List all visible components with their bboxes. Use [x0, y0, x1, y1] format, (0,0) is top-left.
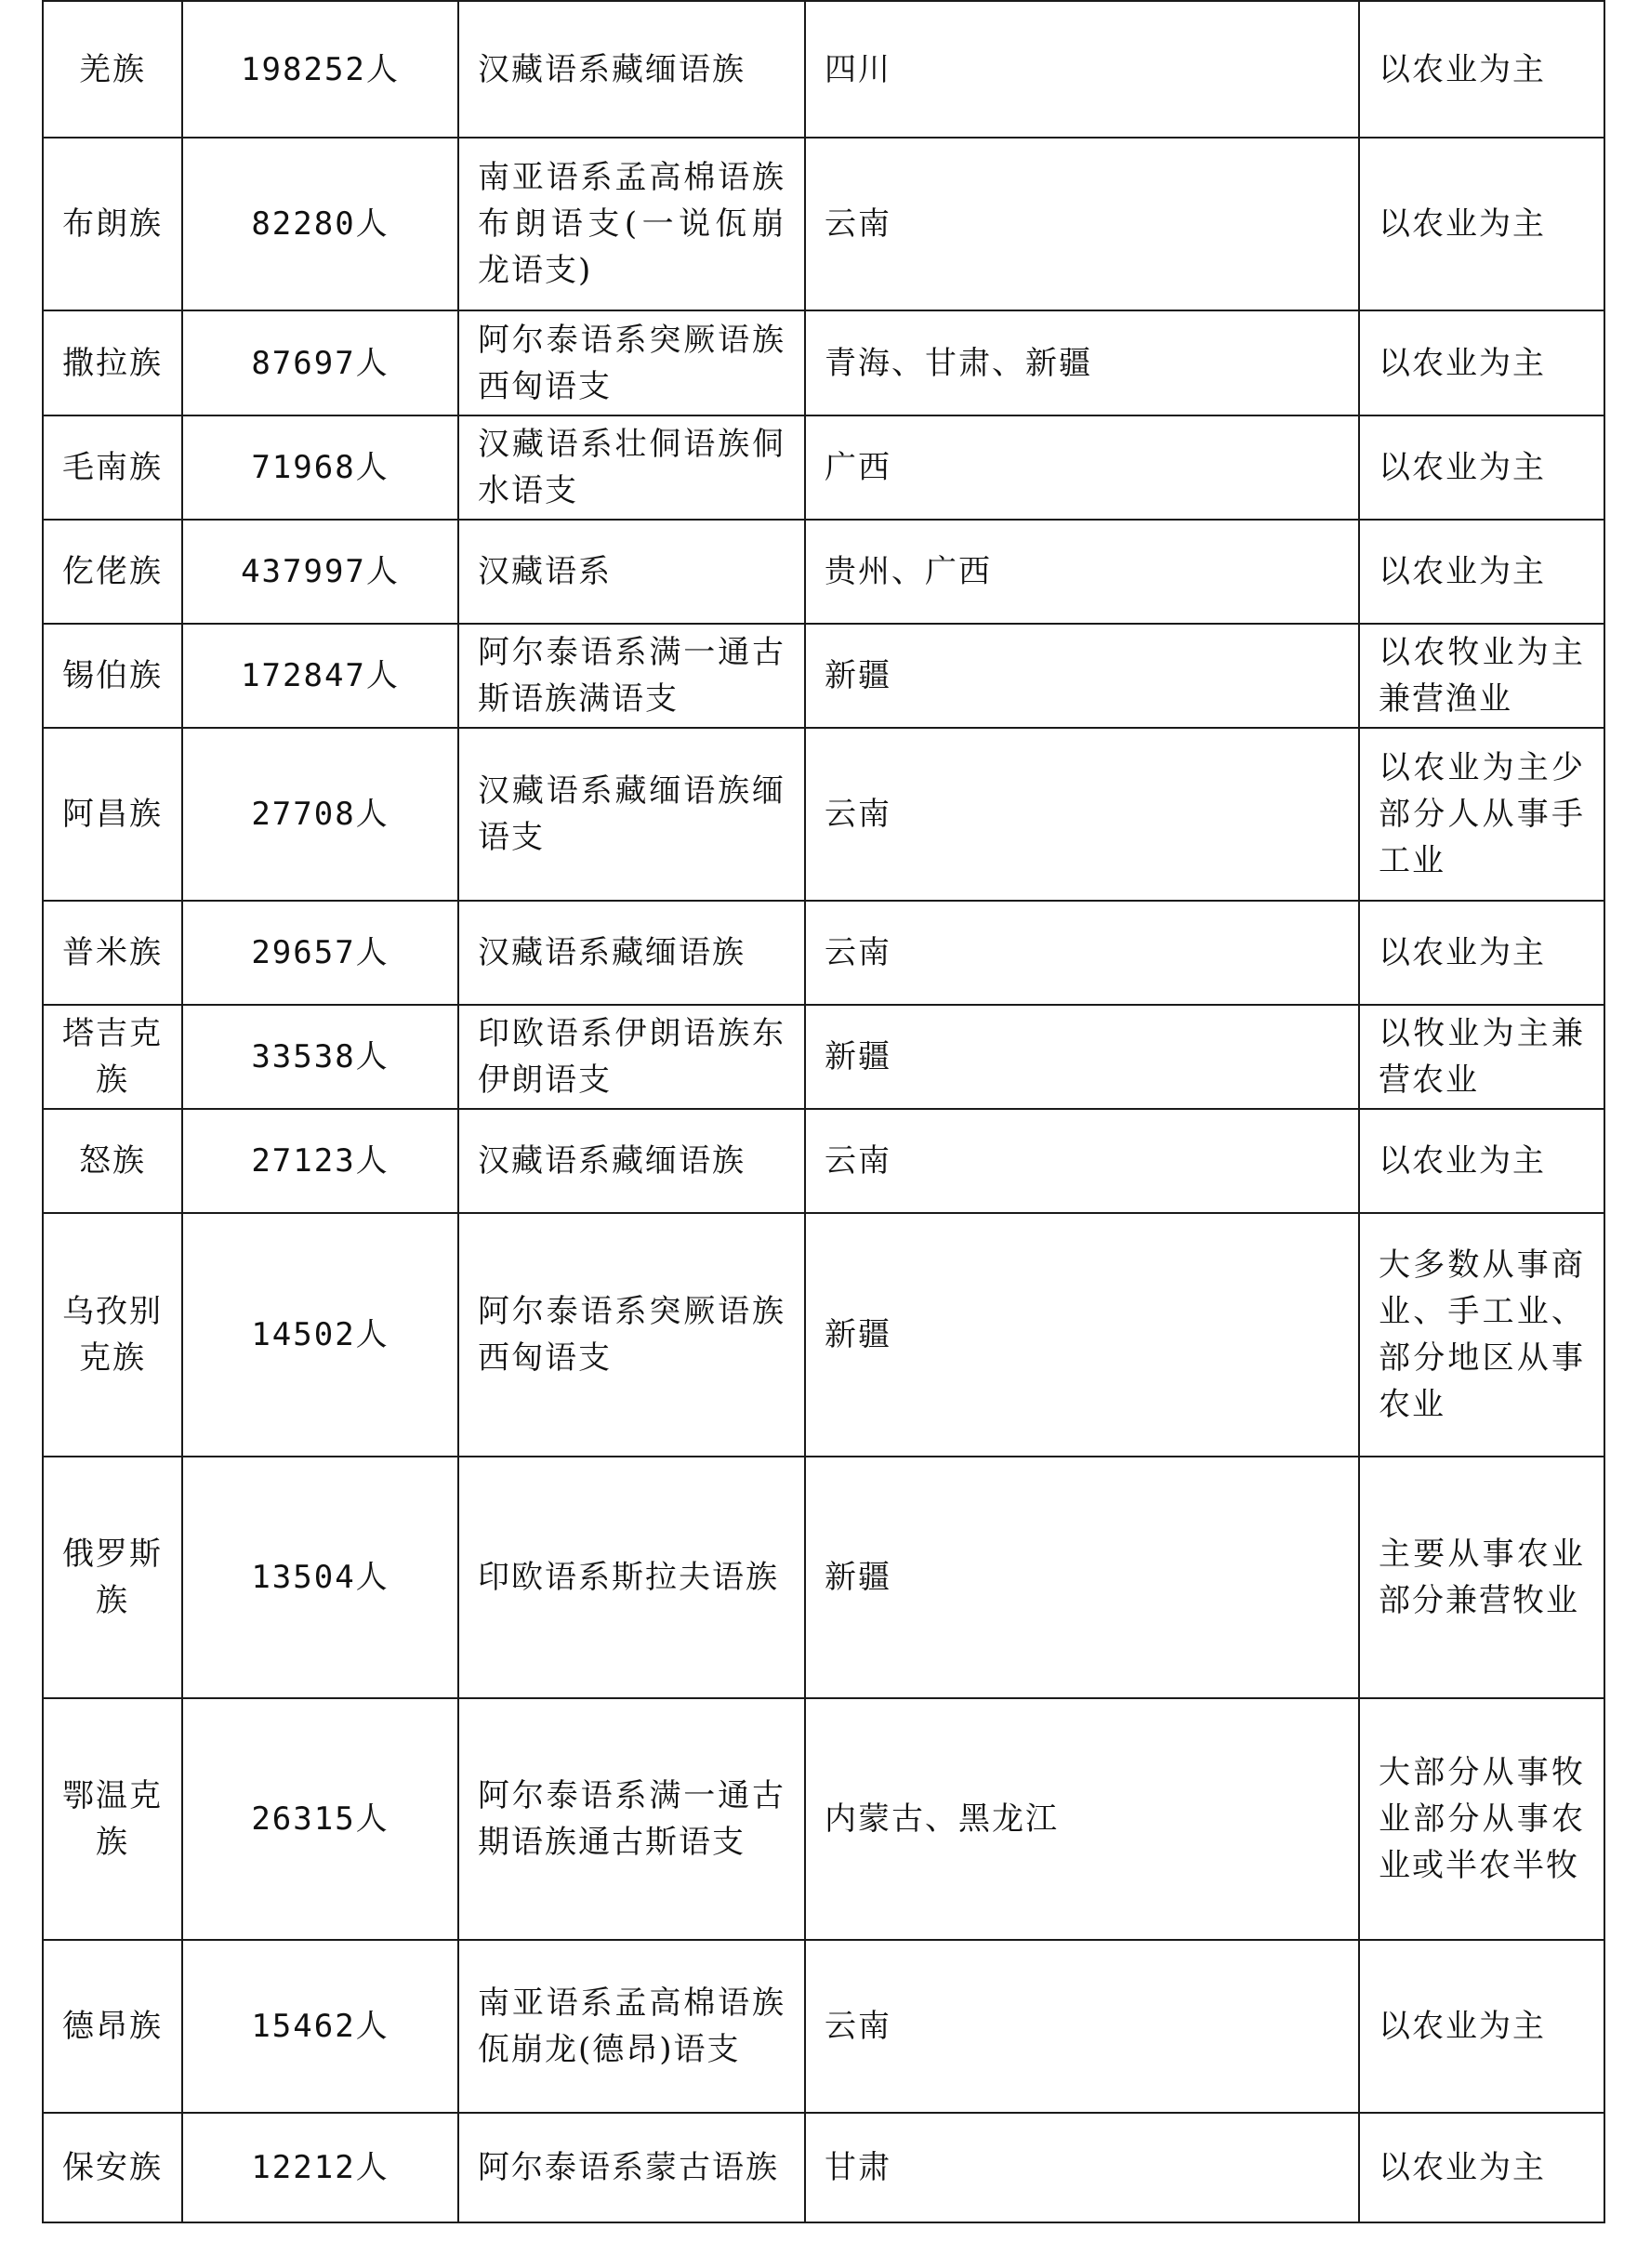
language-cell: 南亚语系孟高棉语族佤崩龙(德昂)语支 [458, 1940, 805, 2113]
table-row [43, 1005, 1604, 1109]
population-cell: 87697人 [182, 310, 458, 415]
economy-cell: 以农业为主 [1359, 1940, 1604, 2113]
ethnic-name-cell: 普米族 [43, 901, 182, 1005]
region-cell: 甘肃 [805, 2113, 1359, 2222]
region-cell: 云南 [805, 901, 1359, 1005]
economy-cell: 以农业为主 [1359, 2113, 1604, 2222]
economy-cell: 大多数从事商业、手工业、部分地区从事农业 [1359, 1213, 1604, 1457]
table-row [43, 728, 1604, 901]
table-row [43, 310, 1604, 415]
economy-cell: 以农业为主 [1359, 138, 1604, 310]
table-row [43, 1, 1604, 138]
table-row [43, 520, 1604, 624]
population-cell: 27123人 [182, 1109, 458, 1213]
ethnic-name-cell: 仡佬族 [43, 520, 182, 624]
ethnic-name-cell: 撒拉族 [43, 310, 182, 415]
ethnic-name-cell: 怒族 [43, 1109, 182, 1213]
ethnic-groups-table [42, 0, 1605, 2223]
ethnic-name-cell: 毛南族 [43, 415, 182, 520]
table-row [43, 1940, 1604, 2113]
language-cell: 印欧语系斯拉夫语族 [458, 1457, 805, 1698]
table-row [43, 415, 1604, 520]
population-cell: 12212人 [182, 2113, 458, 2222]
population-cell: 13504人 [182, 1457, 458, 1698]
population-cell: 82280人 [182, 138, 458, 310]
language-cell: 汉藏语系藏缅语族缅语支 [458, 728, 805, 901]
language-cell: 汉藏语系壮侗语族侗水语支 [458, 415, 805, 520]
language-cell: 南亚语系孟高棉语族布朗语支(一说佤崩龙语支) [458, 138, 805, 310]
economy-cell: 大部分从事牧业部分从事农业或半农半牧 [1359, 1698, 1604, 1940]
language-cell: 印欧语系伊朗语族东伊朗语支 [458, 1005, 805, 1109]
region-cell: 云南 [805, 1109, 1359, 1213]
ethnic-name-cell: 保安族 [43, 2113, 182, 2222]
economy-cell: 以农业为主少部分人从事手工业 [1359, 728, 1604, 901]
language-cell: 汉藏语系 [458, 520, 805, 624]
region-cell: 云南 [805, 1940, 1359, 2113]
ethnic-name-cell: 锡伯族 [43, 624, 182, 728]
region-cell: 新疆 [805, 1213, 1359, 1457]
economy-cell: 以农业为主 [1359, 415, 1604, 520]
economy-cell: 以农业为主 [1359, 520, 1604, 624]
population-cell: 198252人 [182, 1, 458, 138]
region-cell: 云南 [805, 728, 1359, 901]
region-cell: 新疆 [805, 1457, 1359, 1698]
ethnic-name-cell: 鄂温克族 [43, 1698, 182, 1940]
region-cell: 云南 [805, 138, 1359, 310]
population-cell: 437997人 [182, 520, 458, 624]
region-cell: 贵州、广西 [805, 520, 1359, 624]
population-cell: 15462人 [182, 1940, 458, 2113]
table-row [43, 1213, 1604, 1457]
table-row [43, 2113, 1604, 2222]
economy-cell: 以牧业为主兼营农业 [1359, 1005, 1604, 1109]
ethnic-name-cell: 羌族 [43, 1, 182, 138]
language-cell: 汉藏语系藏缅语族 [458, 901, 805, 1005]
economy-cell: 以农牧业为主兼营渔业 [1359, 624, 1604, 728]
population-cell: 29657人 [182, 901, 458, 1005]
region-cell: 内蒙古、黑龙江 [805, 1698, 1359, 1940]
population-cell: 33538人 [182, 1005, 458, 1109]
language-cell: 阿尔泰语系满一通古斯语族满语支 [458, 624, 805, 728]
population-cell: 27708人 [182, 728, 458, 901]
economy-cell: 以农业为主 [1359, 901, 1604, 1005]
table-row [43, 1698, 1604, 1940]
table-row [43, 1457, 1604, 1698]
population-cell: 172847人 [182, 624, 458, 728]
ethnic-name-cell: 阿昌族 [43, 728, 182, 901]
language-cell: 阿尔泰语系满一通古期语族通古斯语支 [458, 1698, 805, 1940]
language-cell: 阿尔泰语系突厥语族西匈语支 [458, 310, 805, 415]
economy-cell: 以农业为主 [1359, 1109, 1604, 1213]
table-row [43, 138, 1604, 310]
population-cell: 26315人 [182, 1698, 458, 1940]
table-row [43, 901, 1604, 1005]
ethnic-name-cell: 乌孜别克族 [43, 1213, 182, 1457]
population-cell: 14502人 [182, 1213, 458, 1457]
language-cell: 阿尔泰语系蒙古语族 [458, 2113, 805, 2222]
region-cell: 广西 [805, 415, 1359, 520]
ethnic-name-cell: 布朗族 [43, 138, 182, 310]
language-cell: 汉藏语系藏缅语族 [458, 1109, 805, 1213]
economy-cell: 以农业为主 [1359, 310, 1604, 415]
population-cell: 71968人 [182, 415, 458, 520]
table-row [43, 1109, 1604, 1213]
language-cell: 阿尔泰语系突厥语族西匈语支 [458, 1213, 805, 1457]
region-cell: 四川 [805, 1, 1359, 138]
ethnic-name-cell: 俄罗斯族 [43, 1457, 182, 1698]
ethnic-name-cell: 德昂族 [43, 1940, 182, 2113]
table-body [43, 1, 1604, 2222]
region-cell: 青海、甘肃、新疆 [805, 310, 1359, 415]
region-cell: 新疆 [805, 624, 1359, 728]
language-cell: 汉藏语系藏缅语族 [458, 1, 805, 138]
economy-cell: 主要从事农业部分兼营牧业 [1359, 1457, 1604, 1698]
ethnic-name-cell: 塔吉克族 [43, 1005, 182, 1109]
economy-cell: 以农业为主 [1359, 1, 1604, 138]
table-row [43, 624, 1604, 728]
region-cell: 新疆 [805, 1005, 1359, 1109]
